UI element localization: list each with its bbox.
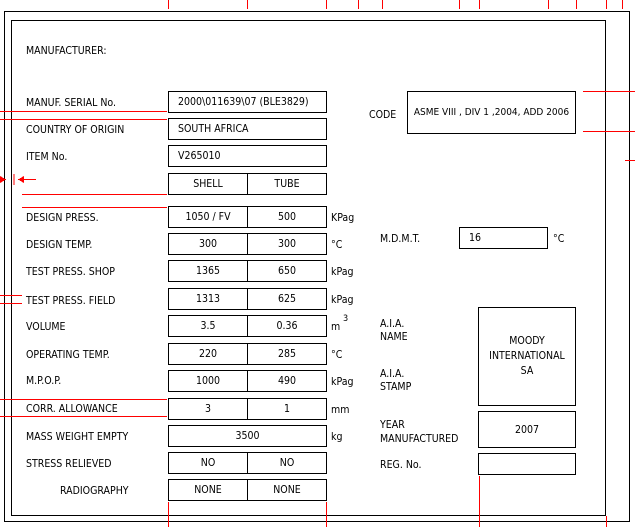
tube-design-press: 500 xyxy=(247,206,327,228)
row-label-design-temp: DESIGN TEMP. xyxy=(26,239,93,251)
mass-value: 3500 xyxy=(168,425,327,447)
year-label-line2: MANUFACTURED xyxy=(380,433,459,445)
row-label-volume: VOLUME xyxy=(26,321,66,333)
row-label-test-press-shop: TEST PRESS. SHOP xyxy=(26,266,115,278)
aia-name-label-line2: NAME xyxy=(380,331,408,343)
tube-column-header: TUBE xyxy=(247,173,327,195)
tube-volume: 0.36 xyxy=(247,315,327,337)
unit-design-press: KPag xyxy=(331,212,355,224)
row-label-operating-temp: OPERATING TEMP. xyxy=(26,349,110,361)
year-value: 2007 xyxy=(478,411,576,448)
shell-stress: NO xyxy=(168,452,248,474)
serial-value: 2000\011639\07 (BLE3829) xyxy=(168,91,327,113)
tube-test-press-shop: 650 xyxy=(247,260,327,282)
row-label-design-press: DESIGN PRESS. xyxy=(26,212,99,224)
tube-design-temp: 300 xyxy=(247,233,327,255)
shell-radiography: NONE xyxy=(168,479,248,501)
tube-operating-temp: 285 xyxy=(247,343,327,365)
aia-stamp-label-line2: STAMP xyxy=(380,381,412,393)
aia-value: MOODY INTERNATIONAL SA xyxy=(478,307,576,406)
code-label: CODE xyxy=(369,109,397,121)
manufacturer-label: MANUFACTURER: xyxy=(26,45,107,57)
unit-test-press-shop: kPag xyxy=(331,266,354,278)
shell-test-press-shop: 1365 xyxy=(168,260,248,282)
item-label: ITEM No. xyxy=(26,151,68,163)
mass-label: MASS WEIGHT EMPTY xyxy=(26,431,129,443)
shell-operating-temp: 220 xyxy=(168,343,248,365)
unit-mpop: kPag xyxy=(331,376,354,388)
tube-mpop: 490 xyxy=(247,370,327,392)
reg-label: REG. No. xyxy=(380,459,422,471)
row-label-test-press-field: TEST PRESS. FIELD xyxy=(26,295,116,307)
reg-value xyxy=(478,453,576,475)
radiography-label: RADIOGRAPHY xyxy=(60,485,129,497)
row-label-corr-allowance: CORR. ALLOWANCE xyxy=(26,403,118,415)
code-value: ASME VIII , DIV 1 ,2004, ADD 2006 xyxy=(407,91,576,134)
unit-volume-superscript: 3 xyxy=(343,314,349,324)
tube-radiography: NONE xyxy=(247,479,327,501)
unit-operating-temp: °C xyxy=(331,349,343,361)
shell-corr-allowance: 3 xyxy=(168,398,248,420)
shell-design-temp: 300 xyxy=(168,233,248,255)
tube-corr-allowance: 1 xyxy=(247,398,327,420)
year-label-line1: YEAR xyxy=(380,419,405,431)
shell-column-header: SHELL xyxy=(168,173,248,195)
shell-design-press: 1050 / FV xyxy=(168,206,248,228)
item-value: V265010 xyxy=(168,145,327,167)
stress-label: STRESS RELIEVED xyxy=(26,458,112,470)
shell-mpop: 1000 xyxy=(168,370,248,392)
country-label: COUNTRY OF ORIGIN xyxy=(26,124,125,136)
unit-design-temp: °C xyxy=(331,239,343,251)
serial-label: MANUF. SERIAL No. xyxy=(26,97,117,109)
unit-volume: m xyxy=(331,321,341,333)
row-label-mpop: M.P.O.P. xyxy=(26,375,62,387)
shell-test-press-field: 1313 xyxy=(168,288,248,310)
mdmt-label: M.D.M.T. xyxy=(380,233,421,245)
tube-test-press-field: 625 xyxy=(247,288,327,310)
mdmt-unit: °C xyxy=(553,233,565,245)
unit-test-press-field: kPag xyxy=(331,294,354,306)
country-value: SOUTH AFRICA xyxy=(168,118,327,140)
tube-stress: NO xyxy=(247,452,327,474)
shell-volume: 3.5 xyxy=(168,315,248,337)
aia-stamp-label-line1: A.I.A. xyxy=(380,368,405,380)
mdmt-value: 16 xyxy=(459,227,548,249)
aia-name-label-line1: A.I.A. xyxy=(380,318,405,330)
mass-unit: kg xyxy=(331,431,343,443)
unit-corr-allowance: mm xyxy=(331,404,350,416)
